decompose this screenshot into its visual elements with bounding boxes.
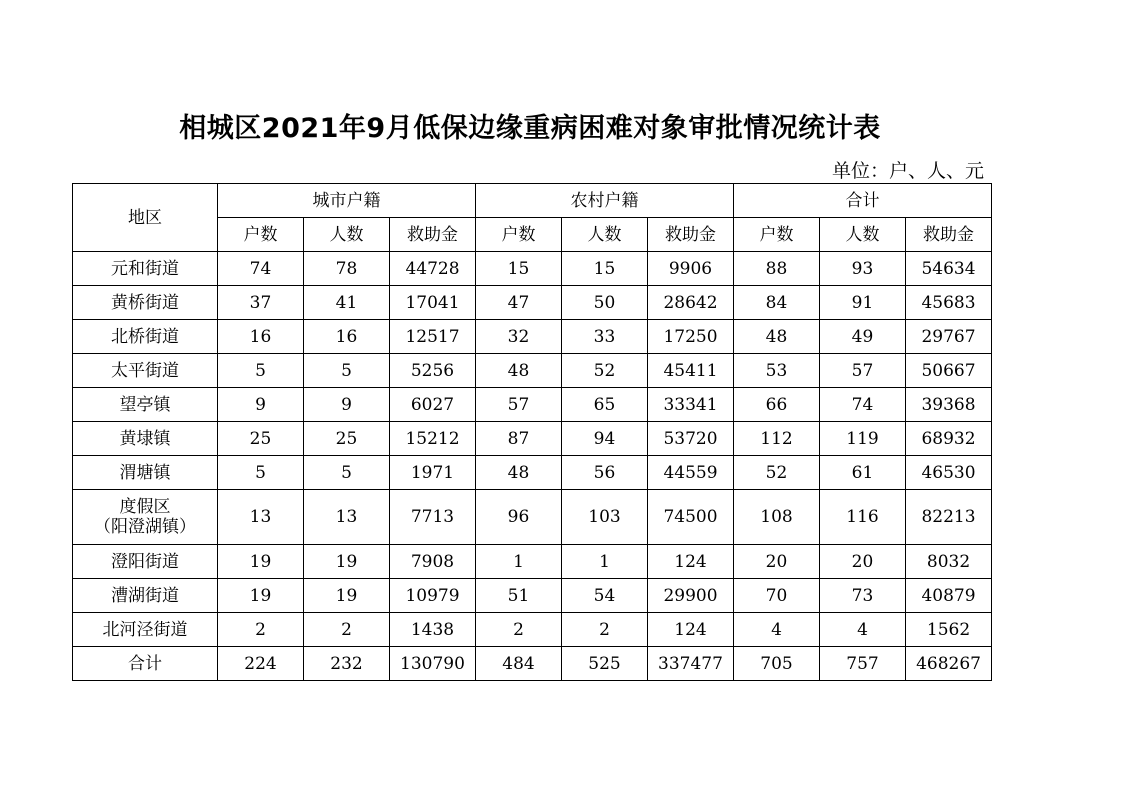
value-cell: 20: [820, 545, 906, 579]
region-cell: [73, 613, 218, 647]
value-cell: 45683: [906, 286, 992, 320]
value-cell: 28642: [648, 286, 734, 320]
value-cell: 20: [734, 545, 820, 579]
value-cell: 91: [820, 286, 906, 320]
value-cell: 74: [820, 388, 906, 422]
table-row: [73, 354, 992, 388]
value-cell: 9: [218, 388, 304, 422]
value-cell: 337477: [648, 647, 734, 681]
value-cell: 232: [304, 647, 390, 681]
table-row: [73, 490, 992, 545]
table-row: [73, 613, 992, 647]
value-cell: 88: [734, 252, 820, 286]
value-cell: 130790: [390, 647, 476, 681]
region-name: 渭塘镇: [119, 462, 171, 483]
value-cell: 44559: [648, 456, 734, 490]
value-cell: 757: [820, 647, 906, 681]
header-row-groups: [73, 184, 992, 218]
total-row: [73, 647, 992, 681]
header-group-total: 合计: [734, 184, 992, 218]
value-cell: 5: [304, 354, 390, 388]
header-group-urban: 城市户籍: [218, 184, 476, 218]
value-cell: 48: [734, 320, 820, 354]
value-cell: 78: [304, 252, 390, 286]
region-name: 北桥街道: [111, 326, 179, 347]
region-name: 元和街道: [111, 258, 179, 279]
header-sub-aid: 救助金: [648, 218, 734, 252]
value-cell: 57: [476, 388, 562, 422]
value-cell: 19: [218, 545, 304, 579]
value-cell: 112: [734, 422, 820, 456]
value-cell: 17250: [648, 320, 734, 354]
value-cell: 46530: [906, 456, 992, 490]
value-cell: 9: [304, 388, 390, 422]
region-name: 黄桥街道: [111, 292, 179, 313]
value-cell: 37: [218, 286, 304, 320]
statistics-table: [72, 183, 992, 681]
value-cell: 74500: [648, 490, 734, 545]
value-cell: 10979: [390, 579, 476, 613]
header-region: 地区: [73, 184, 218, 252]
value-cell: 57: [820, 354, 906, 388]
header-group-rural: 农村户籍: [476, 184, 734, 218]
value-cell: 40879: [906, 579, 992, 613]
value-cell: 87: [476, 422, 562, 456]
region-subname: （阳澄湖镇）: [94, 517, 196, 537]
value-cell: 5256: [390, 354, 476, 388]
region-name: 黄埭镇: [119, 428, 171, 449]
table-row: [73, 579, 992, 613]
value-cell: 4: [820, 613, 906, 647]
value-cell: 84: [734, 286, 820, 320]
header-sub-aid: 救助金: [390, 218, 476, 252]
value-cell: 1438: [390, 613, 476, 647]
value-cell: 7713: [390, 490, 476, 545]
region-name: 澄阳街道: [111, 551, 179, 572]
value-cell: 9906: [648, 252, 734, 286]
value-cell: 51: [476, 579, 562, 613]
region-cell: [73, 354, 218, 388]
value-cell: 68932: [906, 422, 992, 456]
value-cell: 53720: [648, 422, 734, 456]
value-cell: 48: [476, 354, 562, 388]
value-cell: 6027: [390, 388, 476, 422]
table-row: [73, 388, 992, 422]
header-sub-aid: 救助金: [906, 218, 992, 252]
value-cell: 124: [648, 545, 734, 579]
table-row: [73, 456, 992, 490]
value-cell: 13: [304, 490, 390, 545]
value-cell: 15212: [390, 422, 476, 456]
table-row: [73, 252, 992, 286]
value-cell: 1562: [906, 613, 992, 647]
value-cell: 82213: [906, 490, 992, 545]
value-cell: 94: [562, 422, 648, 456]
header-sub-households: 户数: [476, 218, 562, 252]
value-cell: 13: [218, 490, 304, 545]
value-cell: 52: [562, 354, 648, 388]
value-cell: 19: [304, 545, 390, 579]
value-cell: 5: [304, 456, 390, 490]
value-cell: 50: [562, 286, 648, 320]
region-cell: [73, 286, 218, 320]
value-cell: 2: [562, 613, 648, 647]
value-cell: 66: [734, 388, 820, 422]
value-cell: 53: [734, 354, 820, 388]
region-name: 合计: [128, 653, 162, 674]
value-cell: 19: [304, 579, 390, 613]
value-cell: 33: [562, 320, 648, 354]
value-cell: 29900: [648, 579, 734, 613]
region-cell: [73, 388, 218, 422]
value-cell: 33341: [648, 388, 734, 422]
value-cell: 19: [218, 579, 304, 613]
value-cell: 116: [820, 490, 906, 545]
value-cell: 44728: [390, 252, 476, 286]
region-cell: [73, 422, 218, 456]
table-row: [73, 545, 992, 579]
header-sub-households: 户数: [218, 218, 304, 252]
value-cell: 50667: [906, 354, 992, 388]
unit-label: 单位：户、人、元: [831, 160, 984, 182]
header-sub-persons: 人数: [304, 218, 390, 252]
region-cell: [73, 647, 218, 681]
table-body: [73, 184, 992, 681]
region-name: 北河泾街道: [102, 619, 188, 640]
value-cell: 2: [476, 613, 562, 647]
value-cell: 1: [562, 545, 648, 579]
value-cell: 468267: [906, 647, 992, 681]
value-cell: 65: [562, 388, 648, 422]
header-sub-persons: 人数: [820, 218, 906, 252]
value-cell: 70: [734, 579, 820, 613]
value-cell: 2: [304, 613, 390, 647]
value-cell: 1971: [390, 456, 476, 490]
value-cell: 17041: [390, 286, 476, 320]
table-row: [73, 422, 992, 456]
value-cell: 74: [218, 252, 304, 286]
value-cell: 4: [734, 613, 820, 647]
value-cell: 32: [476, 320, 562, 354]
region-name: 太平街道: [111, 360, 179, 381]
value-cell: 48: [476, 456, 562, 490]
value-cell: 119: [820, 422, 906, 456]
value-cell: 25: [304, 422, 390, 456]
value-cell: 16: [304, 320, 390, 354]
value-cell: 47: [476, 286, 562, 320]
value-cell: 5: [218, 456, 304, 490]
value-cell: 25: [218, 422, 304, 456]
region-name: 度假区: [119, 497, 171, 517]
value-cell: 224: [218, 647, 304, 681]
table-row: [73, 286, 992, 320]
value-cell: 705: [734, 647, 820, 681]
value-cell: 93: [820, 252, 906, 286]
region-cell: [73, 252, 218, 286]
region-cell: [73, 456, 218, 490]
region-cell: [73, 320, 218, 354]
value-cell: 15: [562, 252, 648, 286]
value-cell: 15: [476, 252, 562, 286]
value-cell: 52: [734, 456, 820, 490]
value-cell: 49: [820, 320, 906, 354]
value-cell: 103: [562, 490, 648, 545]
value-cell: 39368: [906, 388, 992, 422]
region-cell: [73, 545, 218, 579]
value-cell: 61: [820, 456, 906, 490]
value-cell: 5: [218, 354, 304, 388]
value-cell: 29767: [906, 320, 992, 354]
value-cell: 124: [648, 613, 734, 647]
value-cell: 96: [476, 490, 562, 545]
value-cell: 12517: [390, 320, 476, 354]
value-cell: 73: [820, 579, 906, 613]
value-cell: 2: [218, 613, 304, 647]
value-cell: 54: [562, 579, 648, 613]
document-title: 相城区2021年9月低保边缘重病困难对象审批情况统计表: [179, 113, 881, 144]
value-cell: 1: [476, 545, 562, 579]
value-cell: 45411: [648, 354, 734, 388]
value-cell: 484: [476, 647, 562, 681]
header-sub-households: 户数: [734, 218, 820, 252]
value-cell: 56: [562, 456, 648, 490]
value-cell: 41: [304, 286, 390, 320]
value-cell: 7908: [390, 545, 476, 579]
value-cell: 108: [734, 490, 820, 545]
value-cell: 54634: [906, 252, 992, 286]
table-row: [73, 320, 992, 354]
region-name: 漕湖街道: [111, 585, 179, 606]
region-name: 望亭镇: [119, 394, 171, 415]
region-cell: [73, 490, 218, 545]
header-sub-persons: 人数: [562, 218, 648, 252]
value-cell: 525: [562, 647, 648, 681]
value-cell: 16: [218, 320, 304, 354]
value-cell: 8032: [906, 545, 992, 579]
region-cell: [73, 579, 218, 613]
